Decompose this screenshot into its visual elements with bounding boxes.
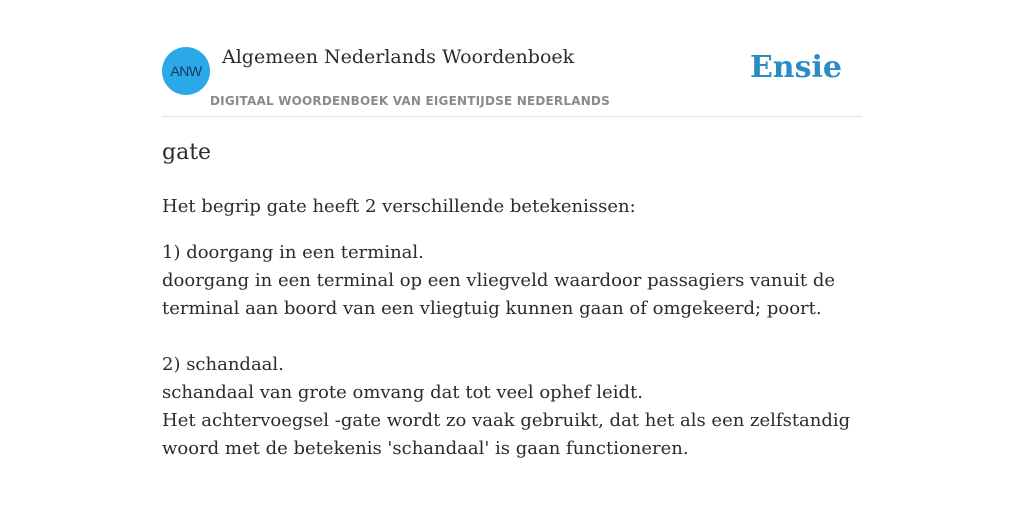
ensie-brand-link[interactable]: Ensie (749, 50, 842, 85)
meaning-definition: schandaal van grote omvang dat tot veel ophef leidt. (162, 382, 643, 403)
meaning-item (162, 239, 862, 323)
site-title: Algemeen Nederlands Woordenboek (222, 46, 575, 68)
site-header (162, 0, 862, 117)
meaning-item (162, 351, 862, 463)
entry-word-title: gate (162, 140, 212, 165)
entry-intro: Het begrip gate heeft 2 verschillende betekenissen: (162, 196, 636, 217)
anw-logo[interactable] (162, 47, 210, 95)
meanings-list (162, 239, 862, 463)
site-tagline: DIGITAAL WOORDENBOEK VAN EIGENTIJDSE NEDERLANDS (210, 94, 610, 108)
logo-text: ANW (170, 63, 202, 79)
meaning-heading: 2) schandaal. (162, 354, 284, 375)
meaning-heading: 1) doorgang in een terminal. (162, 242, 424, 263)
meaning-note: Het achtervoegsel -gate wordt zo vaak gebruikt, dat het als een zelfstandig woord met de betekenis 'schandaal' is gaan functioneren. (162, 410, 851, 459)
meaning-definition: doorgang in een terminal op een vliegveld waardoor passagiers vanuit de terminal aan boord van een vliegtuig kunnen gaan of omgekeerd; poort. (162, 270, 836, 319)
